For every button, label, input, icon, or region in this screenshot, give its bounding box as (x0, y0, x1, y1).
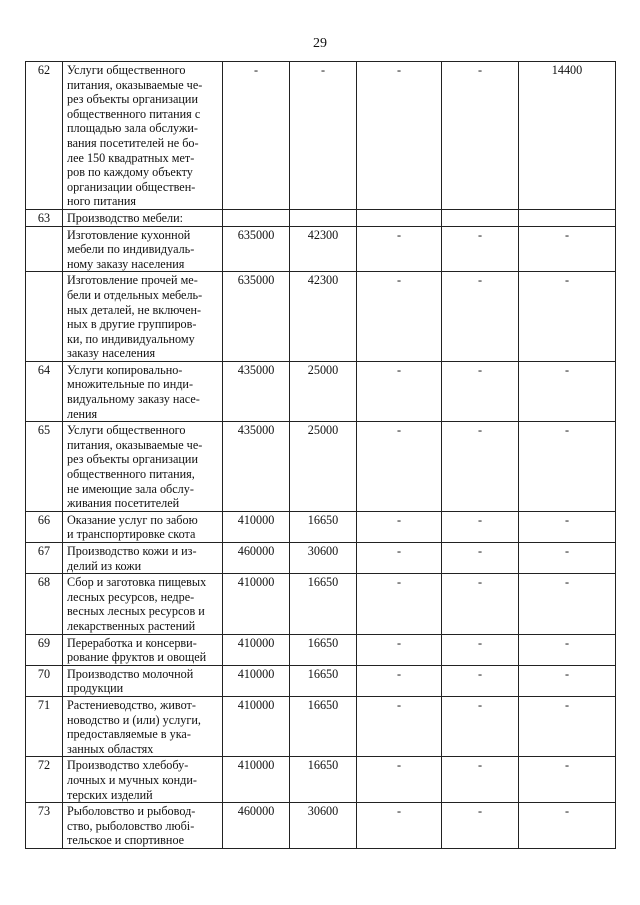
value-cell: - (519, 634, 616, 665)
table-row (26, 803, 616, 849)
row-number-cell: 64 (26, 361, 63, 421)
activity-name-cell: Оказание услуг по забою и транспортировке скота (63, 511, 223, 542)
value-cell: - (519, 803, 616, 849)
value-cell: 460000 (223, 543, 290, 574)
value-cell: - (442, 511, 519, 542)
value-cell: - (442, 62, 519, 210)
value-cell: - (442, 272, 519, 362)
value-cell: - (442, 361, 519, 421)
rates-table (25, 61, 616, 849)
value-cell: - (357, 803, 442, 849)
value-cell: - (519, 543, 616, 574)
value-cell: - (519, 574, 616, 634)
value-cell: - (442, 543, 519, 574)
activity-name-cell: Производство кожи и из- делий из кожи (63, 543, 223, 574)
value-cell: - (442, 634, 519, 665)
value-cell: - (442, 574, 519, 634)
value-cell: - (519, 272, 616, 362)
activity-name-cell: Услуги копировально- множительные по инди- видуальному заказу насе- ления (63, 361, 223, 421)
row-number-cell: 73 (26, 803, 63, 849)
table-row (26, 511, 616, 542)
activity-name-cell: Производство хлебобу- лочных и мучных конди- терских изделий (63, 757, 223, 803)
value-cell: - (519, 511, 616, 542)
value-cell: 30600 (290, 543, 357, 574)
value-cell: 16650 (290, 696, 357, 756)
table-row (26, 62, 616, 210)
value-cell: 435000 (223, 361, 290, 421)
value-cell: - (519, 422, 616, 512)
value-cell: 16650 (290, 634, 357, 665)
activity-name-cell: Услуги общественного питания, оказываемые че- рез объекты организации общественного питания с площадью зала обслужи- вания посетителей не бо- лее 150 квадратных мет- ров по каждому объекту организации обществен- ного питания (63, 62, 223, 210)
activity-name-cell: Производство молочной продукции (63, 665, 223, 696)
value-cell: 410000 (223, 511, 290, 542)
activity-name-cell: Изготовление прочей ме- бели и отдельных мебель- ных деталей, не включен- ных в другие группиров- ки, по индивидуальному заказу населения (63, 272, 223, 362)
value-cell: - (357, 511, 442, 542)
value-cell: - (442, 803, 519, 849)
row-number-cell: 72 (26, 757, 63, 803)
value-cell: - (519, 665, 616, 696)
value-cell: 25000 (290, 422, 357, 512)
value-cell: - (357, 226, 442, 272)
value-cell: 410000 (223, 574, 290, 634)
page-number: 29 (313, 36, 327, 51)
value-cell (442, 209, 519, 226)
row-number-cell: 69 (26, 634, 63, 665)
row-number-cell: 65 (26, 422, 63, 512)
value-cell: 460000 (223, 803, 290, 849)
value-cell: - (442, 226, 519, 272)
value-cell: 16650 (290, 511, 357, 542)
table-row (26, 209, 616, 226)
table-row (26, 361, 616, 421)
row-number-cell: 62 (26, 62, 63, 210)
table-row (26, 272, 616, 362)
table-row (26, 422, 616, 512)
activity-name-cell: Растениеводство, живот- новодство и (или) услуги, предоставляемые в ука- занных областях (63, 696, 223, 756)
activity-name-cell: Услуги общественного питания, оказываемые че- рез объекты организации общественного питания, не имеющие зала обслу- живания посетителей (63, 422, 223, 512)
activity-name-cell: Сбор и заготовка пищевых лесных ресурсов, недре- весных лесных ресурсов и лекарственных растений (63, 574, 223, 634)
value-cell: - (442, 757, 519, 803)
value-cell: 42300 (290, 226, 357, 272)
value-cell: - (357, 543, 442, 574)
value-cell: - (357, 757, 442, 803)
table-row (26, 757, 616, 803)
value-cell: 42300 (290, 272, 357, 362)
value-cell: - (357, 665, 442, 696)
value-cell: 16650 (290, 757, 357, 803)
value-cell (519, 209, 616, 226)
value-cell: - (357, 361, 442, 421)
activity-name-cell: Переработка и консерви- рование фруктов и овощей (63, 634, 223, 665)
row-number-cell (26, 272, 63, 362)
row-number-cell: 63 (26, 209, 63, 226)
value-cell: 25000 (290, 361, 357, 421)
value-cell: - (357, 696, 442, 756)
value-cell: - (290, 62, 357, 210)
value-cell: 16650 (290, 665, 357, 696)
value-cell: - (223, 62, 290, 210)
value-cell (223, 209, 290, 226)
value-cell: - (519, 757, 616, 803)
value-cell: - (442, 696, 519, 756)
value-cell: 410000 (223, 634, 290, 665)
value-cell (357, 209, 442, 226)
row-number-cell: 66 (26, 511, 63, 542)
row-number-cell: 71 (26, 696, 63, 756)
table-row (26, 665, 616, 696)
value-cell: - (519, 361, 616, 421)
value-cell: 410000 (223, 696, 290, 756)
activity-name-cell: Рыболовство и рыбовод- ство, рыболовство любі- тельское и спортивное (63, 803, 223, 849)
value-cell: 16650 (290, 574, 357, 634)
row-number-cell: 70 (26, 665, 63, 696)
value-cell: 410000 (223, 665, 290, 696)
value-cell: - (442, 422, 519, 512)
table-row (26, 696, 616, 756)
value-cell: 30600 (290, 803, 357, 849)
value-cell: - (519, 226, 616, 272)
value-cell: - (357, 422, 442, 512)
table-row (26, 574, 616, 634)
table-row (26, 543, 616, 574)
value-cell: - (357, 574, 442, 634)
row-number-cell: 67 (26, 543, 63, 574)
row-number-cell (26, 226, 63, 272)
value-cell: 14400 (519, 62, 616, 210)
value-cell: 635000 (223, 226, 290, 272)
value-cell: - (519, 696, 616, 756)
value-cell (290, 209, 357, 226)
value-cell: - (442, 665, 519, 696)
activity-name-cell: Изготовление кухонной мебели по индивидуаль- ному заказу населения (63, 226, 223, 272)
value-cell: - (357, 634, 442, 665)
value-cell: 635000 (223, 272, 290, 362)
value-cell: - (357, 62, 442, 210)
value-cell: 410000 (223, 757, 290, 803)
value-cell: - (357, 272, 442, 362)
table-row (26, 634, 616, 665)
table-row (26, 226, 616, 272)
row-number-cell: 68 (26, 574, 63, 634)
value-cell: 435000 (223, 422, 290, 512)
activity-name-cell: Производство мебели: (63, 209, 223, 226)
